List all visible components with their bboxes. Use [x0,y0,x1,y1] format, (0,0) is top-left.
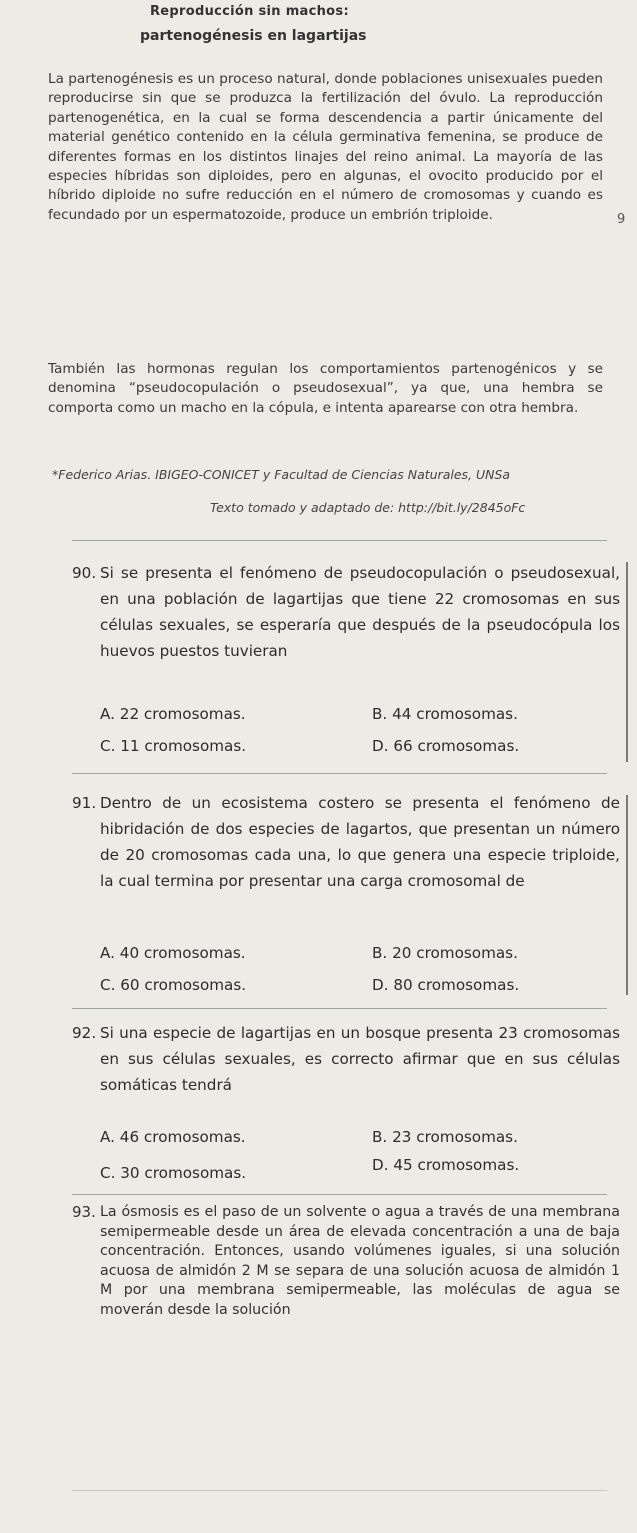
question-91-option-d[interactable]: D. 80 cromosomas. [372,976,520,994]
question-93-number: 93. [72,1203,96,1221]
question-91-stem [72,790,620,894]
question-92-stem [72,1020,620,1098]
question-91-option-c[interactable]: C. 60 cromosomas. [100,976,247,994]
margin-number: 9 [617,212,626,227]
question-91-option-a[interactable]: A. 40 cromosomas. [100,944,246,962]
author-credit: *Federico Arias. IBIGEO-CONICET y Facultad de Ciencias Naturales, UNSa [52,467,511,482]
question-90-option-a[interactable]: A. 22 cromosomas. [100,705,246,723]
question-90-text: Si se presenta el fenómeno de pseudocopulación o pseudosexual, en una población de lagartijas que tiene 22 cromosomas en sus células sexuales, se esperaría que después de la pseudocópula los huevos puestos tuvieran [100,564,620,660]
question-92-option-a[interactable]: A. 46 cromosomas. [100,1128,246,1146]
source-citation: Texto tomado y adaptado de: http://bit.ly/2845oFc [210,500,526,515]
question-90-stem [72,560,620,664]
question-91-text: Dentro de un ecosistema costero se presenta el fenómeno de hibridación de dos especies de lagartos, que presentan un número de 20 cromosomas cada una, lo que genera una especie triploide, la cual termina por presentar una carga cromosomal de [100,794,620,890]
question-91-number: 91. [72,794,97,812]
intro-paragraph-1: La partenogénesis es un proceso natural, donde poblaciones unisexuales pueden reproducirse sin que se produzca la fertilización del óvulo. La reproducción partenogenética, en la cual se forma descendencia a partir únicamente del material genético contenido en la célula germinativa femenina, se produce de diferentes formas en los distintos linajes del reino animal. La mayoría de las especies híbridas son diploides, pero en algunas, el ovocito producido por el híbrido diploide no sufre reducción en el número de cromosomas y cuando es fecundado por un espermatozoide, produce un embrión triploide. [48,71,603,223]
question-93-stem [72,1203,620,1320]
divider [72,540,607,541]
question-93-text: La ósmosis es el paso de un solvente o agua a través de una membrana semipermeable desde un área de elevada concentración a una de baja concentración. Entonces, usando volúmenes iguales, si una solución acuosa de almidón 2 M se separa de una solución acuosa de almidón 1 M por una membrana semipermeable, las moléculas de agua se moverán desde la solución [100,1204,620,1318]
question-90-option-c[interactable]: C. 11 cromosomas. [100,737,247,755]
question-92-option-d[interactable]: D. 45 cromosomas. [372,1156,520,1174]
divider [72,1008,607,1009]
question-90-option-b[interactable]: B. 44 cromosomas. [372,705,518,723]
margin-line [626,795,628,995]
intro-paragraph-2: También las hormonas regulan los comportamientos partenogénicos y se denomina “pseudocopulación o pseudosexual”, ya que, una hembra se comporta como un macho en la cópula, e intenta aparearse con otra hembra. [48,361,603,416]
divider [72,1194,607,1195]
question-91-option-b[interactable]: B. 20 cromosomas. [372,944,518,962]
question-90-option-d[interactable]: D. 66 cromosomas. [372,737,520,755]
margin-line [626,562,628,762]
page-subtitle: partenogénesis en lagartijas [140,28,367,44]
page-title: Reproducción sin machos: [150,4,349,19]
question-92-text: Si una especie de lagartijas en un bosque presenta 23 cromosomas en sus células sexuales, es correcto afirmar que en sus células somáticas tendrá [100,1024,620,1094]
question-92-option-c[interactable]: C. 30 cromosomas. [100,1164,247,1182]
divider [72,773,607,774]
divider [72,1490,607,1491]
question-92-number: 92. [72,1024,97,1042]
question-90-number: 90. [72,564,97,582]
question-92-option-b[interactable]: B. 23 cromosomas. [372,1128,518,1146]
